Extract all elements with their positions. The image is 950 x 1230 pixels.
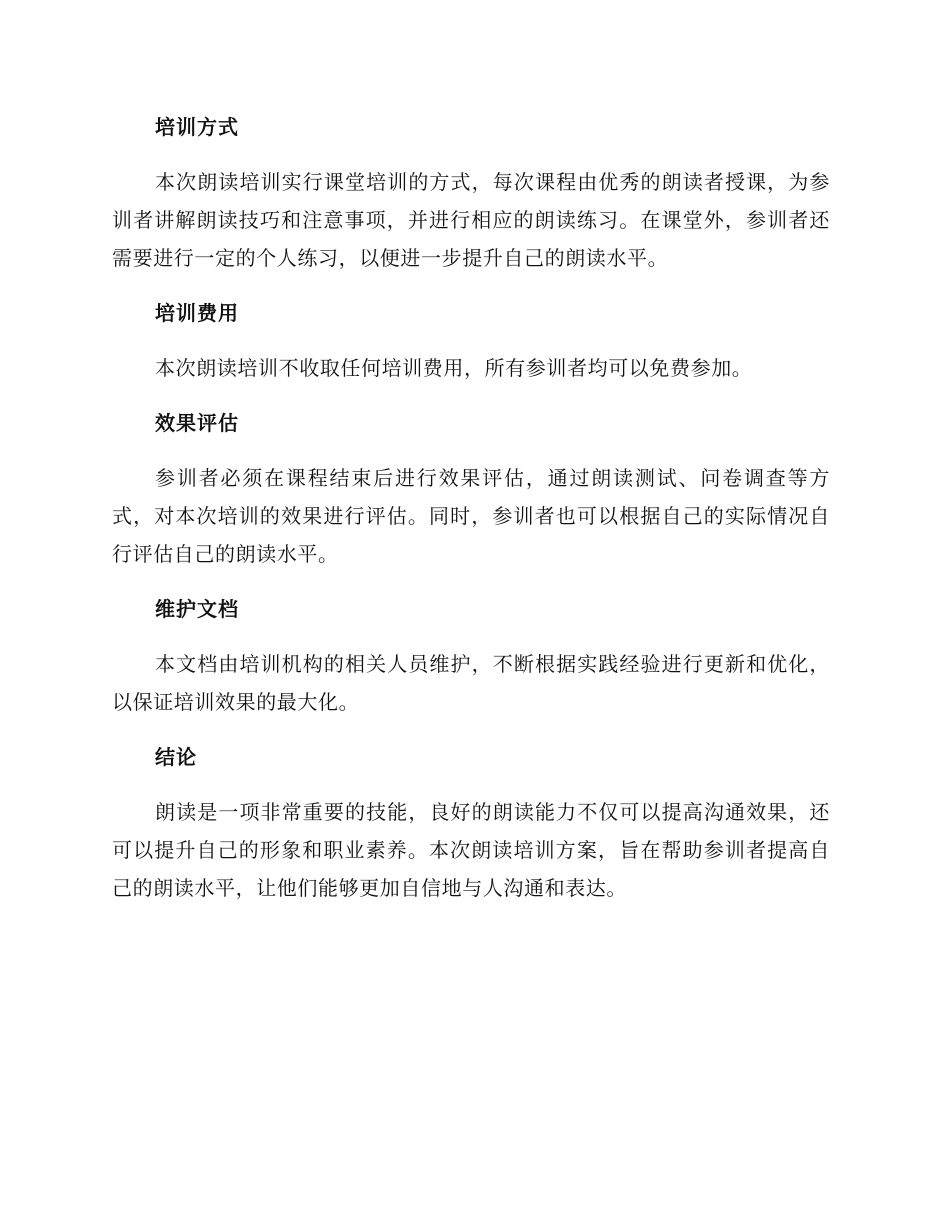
section-paragraph: 本次朗读培训实行课堂培训的方式，每次课程由优秀的朗读者授课，为参训者讲解朗读技巧和注意事项，并进行相应的朗读练习。在课堂外，参训者还需要进行一定的个人练习，以便进一步提升自己的朗读水平。	[112, 170, 830, 270]
section-training-fee	[112, 294, 830, 387]
section-paragraph: 参训者必须在课程结束后进行效果评估，通过朗读测试、问卷调查等方式，对本次培训的效果进行评估。同时，参训者也可以根据自己的实际情况自行评估自己的朗读水平。	[112, 466, 830, 566]
section-paragraph: 朗读是一项非常重要的技能，良好的朗读能力不仅可以提高沟通效果，还可以提升自己的形象和职业素养。本次朗读培训方案，旨在帮助参训者提高自己的朗读水平，让他们能够更加自信地与人沟通和表达。	[112, 800, 830, 900]
section-heading: 维护文档	[155, 597, 239, 621]
section-effect-evaluation	[112, 404, 830, 573]
section-heading: 培训方式	[155, 115, 239, 139]
section-heading: 培训费用	[155, 301, 239, 325]
section-heading: 结论	[155, 745, 197, 769]
section-training-method	[112, 108, 830, 277]
document-body	[112, 108, 830, 924]
section-paragraph: 本文档由培训机构的相关人员维护，不断根据实践经验进行更新和优化，以保证培训效果的最大化。	[112, 652, 830, 714]
section-document-maintenance	[112, 590, 830, 721]
section-heading: 效果评估	[155, 411, 239, 435]
section-paragraph: 本次朗读培训不收取任何培训费用，所有参训者均可以免费参加。	[155, 356, 753, 380]
section-conclusion	[112, 738, 830, 907]
